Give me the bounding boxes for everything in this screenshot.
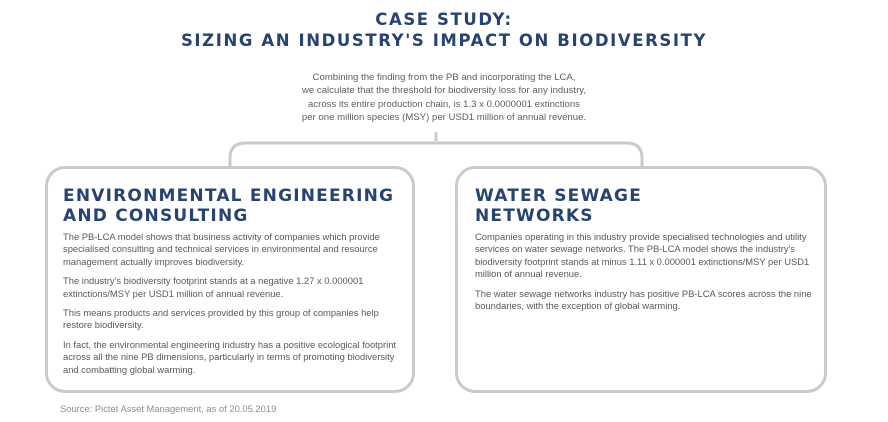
card-paragraph: In fact, the environmental engineering industry has a positive ecological footprint across all the nine PB dimensions, particularly in terms of promoting biodiversity and combatting global warming.: [63, 338, 397, 375]
source-note: Source: Pictet Asset Management, as of 20.05.2019: [60, 403, 277, 414]
page-title-line-1: CASE STUDY:: [375, 10, 513, 29]
card-title: [475, 186, 642, 226]
case-card-environmental-engineering: [45, 166, 415, 393]
card-paragraph: Companies operating in this industry provide specialised technologies and utility services on water sewage networks. The PB-LCA model shows the industry's biodiversity footprint stands at minus 1.11 x 0.000001 extinctions/MSY per USD1 million of annual revenue.: [475, 231, 810, 280]
card-paragraph: The industry's biodiversity footprint stands at a negative 1.27 x 0.000001 extinctions/MSY per USD1 million of annual revenue.: [63, 275, 364, 299]
connector-bracket: [230, 143, 642, 168]
case-card-water-sewage-networks: [455, 166, 827, 393]
card-paragraph: The water sewage networks industry has positive PB-LCA scores across the nine boundaries, with the exception of global warming.: [475, 287, 812, 312]
card-title-line-2: NETWORKS: [475, 206, 594, 226]
card-title-line-1: WATER SEWAGE: [475, 186, 643, 206]
card-paragraph: The PB-LCA model shows that business activity of companies which provide specialised consulting and technical services in environmental and resource management actually improves biodiversity.: [63, 231, 380, 267]
card-title: [63, 186, 394, 226]
intro-line: per one million species (MSY) per USD1 million of annual revenue.: [301, 111, 587, 123]
card-title-line-1: ENVIRONMENTAL ENGINEERING: [63, 186, 395, 206]
page-title-line-2: SIZING AN INDUSTRY'S IMPACT ON BIODIVERSITY: [180, 31, 708, 50]
intro-line: Combining the finding from the PB and incorporating the LCA,: [312, 72, 576, 83]
intro-line: across its entire production chain, is 1.3 x 0.0000001 extinctions: [308, 98, 580, 110]
card-paragraph: This means products and services provided by this group of companies help restore biodiversity.: [63, 307, 379, 331]
card-title-line-2: AND CONSULTING: [63, 206, 249, 226]
card-body: [475, 231, 815, 319]
card-body: [63, 231, 408, 383]
intro-line: we calculate that the threshold for biodiversity loss for any industry,: [301, 85, 587, 97]
